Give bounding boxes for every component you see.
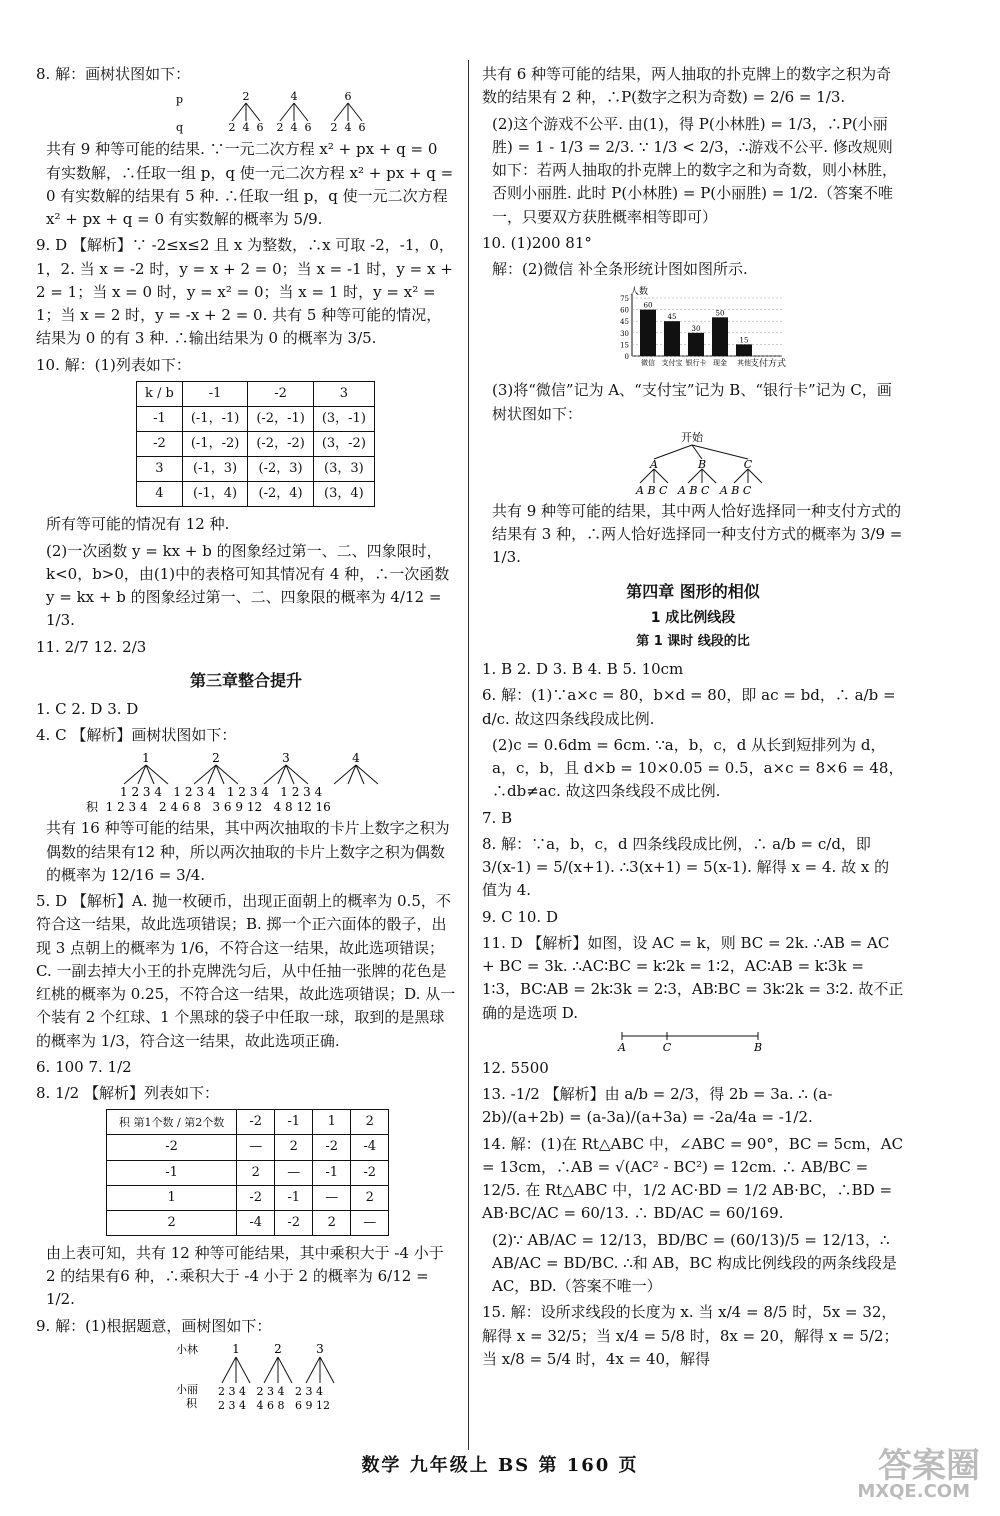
tree-node: 3 xyxy=(282,751,290,766)
y-tick-label: 75 xyxy=(620,295,629,304)
tree-node: 1 xyxy=(232,1341,240,1356)
c9-tree-leaves: 2 3 4 2 3 4 2 3 4 xyxy=(218,1384,323,1398)
seg-label-a: A xyxy=(618,1040,626,1054)
a15-text: 15. 解：设所求线段的长度为 x. 当 x/4 = 8/5 时，5x = 32，解得 x = 32/5；当 x/4 = 5/8 时，8x = 20，解得 x = 5/2；当 x/8 = 5/4 时，4x = 40，解得 xyxy=(482,1303,899,1368)
left-column xyxy=(36,60,456,1415)
c6-7: 6. 100 7. 1/2 xyxy=(36,1057,132,1076)
svg-text:4: 4 xyxy=(344,121,352,135)
a8-text: 8. 解：∵a，b，c，d 四条线段成比例，∴ a/b = c/d，即 3/(x-1) = 5/(x+1). ∴3(x+1) = 5(x-1). 解得 x = 4. 故 x 的值为 4. xyxy=(482,834,890,900)
a1-5: 1. B 2. D 3. B 4. B 5. 10cm xyxy=(482,660,684,679)
tree-start: 开始 xyxy=(681,430,703,444)
svg-text:2: 2 xyxy=(242,90,250,104)
table-cell: 2 xyxy=(107,1210,237,1235)
watermark-url: MXQE.COM xyxy=(857,1481,970,1502)
table-row xyxy=(107,1185,389,1210)
c4-tree-leaves: 1 2 3 4 1 2 3 4 1 2 3 4 1 2 3 4 xyxy=(120,785,323,800)
table-cell: k / b xyxy=(137,381,183,406)
table-cell: — xyxy=(313,1185,351,1210)
table-row xyxy=(107,1160,389,1185)
q8-text: 8. 解：画树状图如下： xyxy=(36,65,191,83)
tree-node: C xyxy=(743,457,753,471)
r10b-text: 解：(2)微信 补全条形统计图如图所示. xyxy=(492,260,748,278)
table-cell: -2 xyxy=(248,381,313,406)
bar-value-label: 50 xyxy=(715,309,725,318)
page-footer: 数学 九年级上 BS 第 160 页 xyxy=(361,1455,639,1476)
c9-tree-products: 2 3 4 4 6 8 6 9 12 xyxy=(218,1398,330,1412)
bar-value-label: 15 xyxy=(739,336,749,345)
table-cell: -2 xyxy=(107,1135,237,1160)
table-cell: -1 xyxy=(313,1160,351,1185)
c9-label-xiaoli: 小丽 xyxy=(176,1382,198,1396)
table-cell: 1 xyxy=(313,1110,351,1135)
table-cell: -2 xyxy=(137,432,183,457)
y-tick-label: 30 xyxy=(620,330,629,339)
table-cell: — xyxy=(237,1135,275,1160)
c9-text: 9. 解：(1)根据题意，画树图如下： xyxy=(36,1316,272,1335)
a9-10: 9. C 10. D xyxy=(482,907,558,926)
table-cell: (-2，-2) xyxy=(248,432,313,457)
table-cell: 4 xyxy=(137,482,183,507)
tree-node: 2 xyxy=(274,1341,282,1356)
table-cell: -1 xyxy=(182,381,247,406)
q10-table xyxy=(136,381,375,508)
table-cell: 积 第1个数 / 第2个数 xyxy=(107,1110,237,1135)
table-cell: 2 xyxy=(351,1185,389,1210)
seg-label-c: C xyxy=(662,1040,672,1054)
table-cell: 2 xyxy=(313,1210,351,1235)
table-header-row xyxy=(107,1110,389,1135)
table-cell: -2 xyxy=(237,1185,275,1210)
svg-text:6: 6 xyxy=(344,90,352,104)
a6b-text: (2)c = 0.6dm = 6cm. ∵a，b，c，d 从长到短排列为 d，a，c，b，且 d×b = 10×0.05 = 0.5，a×c = 8×6 = 48，∴db≠ac. 故这四条线段不成比例. xyxy=(492,735,904,801)
svg-text:2: 2 xyxy=(330,121,338,135)
svg-text:4: 4 xyxy=(242,121,250,135)
r10d-text: 共有 9 种等可能的结果，其中两人恰好选择同一种支付方式的结果有 3 种，∴两人恰好选择同一种支付方式的概率为 3/9 = 1/3. xyxy=(492,501,903,567)
table-cell: -1 xyxy=(275,1110,313,1135)
svg-text:6: 6 xyxy=(304,121,312,135)
table-cell: (3，-2) xyxy=(313,432,374,457)
x-tick-label: 现金 xyxy=(713,359,727,368)
table-cell: -1 xyxy=(107,1160,237,1185)
table-cell: 1 xyxy=(107,1185,237,1210)
table-cell: (-1，-2) xyxy=(182,432,247,457)
table-cell: -4 xyxy=(237,1210,275,1235)
table-cell: 3 xyxy=(313,381,374,406)
x-tick-label: 微信 xyxy=(641,359,655,368)
y-tick-label: 15 xyxy=(620,341,629,350)
c1-3: 1. C 2. D 3. D xyxy=(36,699,139,718)
table-cell: (-2，4) xyxy=(248,482,313,507)
table-row xyxy=(137,457,375,482)
c9-tree-diagram xyxy=(36,1341,456,1413)
bar xyxy=(664,321,680,356)
c5-text: 5. D 【解析】A. 抛一枚硬币，出现正面朝上的概率为 0.5，不符合这一结果，故此选项错误；B. 掷一个正六面体的骰子，出现 3 点朝上的概率为 1/6，不符合这一结果，故此选项错误；C. 一副去掉大小王的扑克牌洗匀后，从中任抽一张牌的花色是红桃的概率为 0.25，不符合这一结果，故此选项错误；D. 从一个装有 2 个红球、1 个黑球的袋子中任取一球，取到的是黑球的概率为 1/3，符合这一结果，故此选项正确. xyxy=(36,892,456,1050)
tree-leaves: A B C A B C A B C xyxy=(636,483,752,497)
table-cell: (-1，-1) xyxy=(182,406,247,431)
table-cell: -2 xyxy=(313,1135,351,1160)
lesson1-title: 第 1 课时 线段的比 xyxy=(636,633,750,649)
table-row xyxy=(137,432,375,457)
table-row xyxy=(137,406,375,431)
y-tick-label: 45 xyxy=(620,318,629,327)
table-cell: -2 xyxy=(275,1210,313,1235)
bar-value-label: 60 xyxy=(643,301,653,310)
bar-chart xyxy=(482,284,902,376)
a13-text: 13. -1/2 【解析】由 a/b = 2/3，得 2b = 3a. ∴ (a-2b)/(a+2b) = (a-3a)/(a+3a) = -2a/4a = -1/2. xyxy=(482,1085,833,1127)
bar xyxy=(688,333,704,356)
q11-12: 11. 2/7 12. 2/3 xyxy=(36,637,147,656)
table-cell: 2 xyxy=(351,1110,389,1135)
c9-label-xiaolin: 小林 xyxy=(176,1342,198,1356)
q8-tree-diagram xyxy=(36,89,456,135)
a6-text: 6. 解：(1)∵a×c = 80，b×d = 80，即 ac = bd，∴ a/b = d/c. 故这四条线段成比例. xyxy=(482,686,896,728)
a7: 7. B xyxy=(482,808,513,827)
table-cell: (-2，-1) xyxy=(248,406,313,431)
x-tick-label: 银行卡 xyxy=(685,359,707,368)
table-cell: 3 xyxy=(137,457,183,482)
table-cell: 2 xyxy=(275,1135,313,1160)
q8-tree-p-label: p xyxy=(176,93,184,107)
r10-tree-diagram xyxy=(482,429,902,497)
table-cell: -2 xyxy=(351,1160,389,1185)
x-tick-label: 支付宝 xyxy=(661,359,683,368)
chart-ylabel: 人数 xyxy=(630,287,649,298)
chapter4-title: 第四章 图形的相似 xyxy=(626,581,760,601)
tree-node: B xyxy=(697,457,707,471)
r1-text: 共有 6 种等可能的结果，两人抽取的扑克牌上的数字之积为奇数的结果有 2 种，∴P(数字之积为奇数) = 2/6 = 1/3. xyxy=(482,65,892,107)
table-cell: (-1，3) xyxy=(182,457,247,482)
section1-title: 1 成比例线段 xyxy=(650,610,736,627)
svg-text:2: 2 xyxy=(276,121,284,135)
tree-node: 1 xyxy=(142,751,150,766)
svg-text:6: 6 xyxy=(358,121,366,135)
c4-text: 4. C 【解析】画树状图如下： xyxy=(36,726,237,744)
table-cell: -4 xyxy=(351,1135,389,1160)
bar xyxy=(736,345,752,357)
y-tick-label: 60 xyxy=(620,306,629,315)
r2-text: (2)这个游戏不公平. 由(1)，得 P(小林胜) = 1/3，∴P(小丽胜) = 1 - 1/3 = 2/3. ∵ 1/3 < 2/3，∴游戏不公平. 修改规则如下：若两人抽取的扑克牌上的数字之和为奇数，则小林胜，否则小丽胜. 此时 P(小林胜) = P(小丽胜) = 1/2.（答案不唯一，只要双方获胜概率相等即可） xyxy=(492,114,898,226)
table-cell: -1 xyxy=(137,406,183,431)
segment-diagram xyxy=(482,1028,902,1054)
seg-label-b: B xyxy=(753,1040,763,1054)
a14-text: 14. 解：(1)在 Rt△ABC 中，∠ABC = 90°，BC = 5cm，AC = 13cm，∴AB = √(AC² - BC²) = 12cm. ∴ AB/BC = 12/5. 在 Rt△ABC 中，1/2 AC·BD = 1/2 AB·BC，∴BD = AB·BC/AC = 60/13. ∴ BD/AC = 60/169. xyxy=(482,1134,904,1223)
bar-value-label: 30 xyxy=(691,325,701,334)
bar-value-label: 45 xyxy=(667,313,677,322)
table-cell: (-2，3) xyxy=(248,457,313,482)
tree-node: 4 xyxy=(352,751,360,766)
svg-text:4: 4 xyxy=(290,121,298,135)
a14b-text: (2)∵ AB/AC = 12/13，BD/BC = (60/13)/5 = 12/13，∴ AB/AC = BD/BC. ∴和 AB，BC 构成比例线段的两条线段是 AC，BD.（答案不唯一） xyxy=(492,1230,897,1296)
column-divider xyxy=(468,60,469,1450)
table-cell: (3，3) xyxy=(313,457,374,482)
c8-table xyxy=(106,1109,389,1236)
chapter3-title: 第三章整合提升 xyxy=(189,670,302,690)
q10-a: 所有等可能的情况有 12 种. xyxy=(46,515,230,534)
q9-text: 9. D 【解析】∵ -2≤x≤2 且 x 为整数，∴x 可取 -2，-1，0，1，2. 当 x = -2 时，y = x + 2 = 0；当 x = -1 时，y = x + 2 = 1；当 x = 0 时，y = x² = 0；当 x = 1 时，y = x² = 1；当 x = 2 时，y = -x + 2 = 0. 共有 5 种等可能的情况，结果为 0 的有 3 种. ∴输出结果为 0 的概率为 3/5. xyxy=(36,236,454,348)
q10-text: 10. 解：(1)列表如下： xyxy=(36,355,191,374)
table-cell: (-1，4) xyxy=(182,482,247,507)
a11-text: 11. D 【解析】如图，设 AC = k，则 BC = 2k. ∴AB = AC + BC = 3k. ∴AC∶BC = k∶2k = 1∶2，AC∶AB = k∶3k = 1∶3，BC∶AB = 2k∶3k = 2∶3，AB∶BC = 3k∶2k = 3∶2. 故不正确的是选项 D. xyxy=(482,933,904,1022)
q8-answer: 共有 9 种等可能的结果. ∵一元二次方程 x² + px + q = 0 有实数解，∴任取一组 p，q 使一元二次方程 x² + px + q = 0 有实数解的结果有 5 种. ∴任取一组 p，q 使一元二次方程 x² + px + q = 0 有实数解的概率为 5/9. xyxy=(46,140,454,228)
svg-text:4: 4 xyxy=(290,90,298,104)
table-row xyxy=(107,1135,389,1160)
tree-node: 3 xyxy=(316,1341,324,1356)
c4-tree-products: 积 1 2 3 4 2 4 6 8 3 6 9 12 4 8 12 16 xyxy=(86,800,331,815)
c4-tree-diagram xyxy=(36,750,456,814)
table-cell: (3，-1) xyxy=(313,406,374,431)
x-tick-label: 其他 xyxy=(737,359,751,368)
a12: 12. 5500 xyxy=(482,1058,549,1077)
c9-label-ji: 积 xyxy=(186,1396,197,1410)
right-column xyxy=(482,60,904,1374)
r10c-text: (3)将“微信”记为 A、“支付宝”记为 B、“银行卡”记为 C，画树状图如下： xyxy=(492,381,892,423)
q8-tree-q-label: q xyxy=(176,121,184,135)
c4-answer: 共有 16 种等可能的结果，其中两次抽取的卡片上数字之积为偶数的结果有12 种，所以两次抽取的卡片上数字之积为偶数的概率为 12/16 = 3/4. xyxy=(46,819,450,884)
table-cell: -2 xyxy=(237,1110,275,1135)
table-cell: 2 xyxy=(237,1160,275,1185)
table-cell: — xyxy=(351,1210,389,1235)
table-row xyxy=(107,1210,389,1235)
c8-answer: 由上表可知，共有 12 种等可能结果，其中乘积大于 -4 小于 2 的结果有6 种，∴乘积大于 -4 小于 2 的概率为 6/12 = 1/2. xyxy=(46,1243,444,1309)
y-tick-label: 0 xyxy=(624,353,629,362)
tree-node: 2 xyxy=(212,751,220,766)
r10-text: 10. (1)200 81° xyxy=(482,233,592,252)
bar xyxy=(640,310,656,356)
svg-text:2: 2 xyxy=(228,121,236,135)
chart-xlabel: 支付方式 xyxy=(750,359,787,370)
watermark-logo: 答案圈 xyxy=(878,1446,980,1486)
table-cell: -1 xyxy=(275,1185,313,1210)
q10-b: (2)一次函数 y = kx + b 的图象经过第一、二、四象限时，k<0，b>0，由(1)中的表格可知其情况有 4 种，∴一次函数 y = kx + b 的图象经过第一、二、四象限的概率为 4/12 = 1/3. xyxy=(46,541,450,630)
table-cell: (3，4) xyxy=(313,482,374,507)
c8-text: 8. 1/2 【解析】列表如下： xyxy=(36,1084,219,1102)
table-header-row xyxy=(137,381,375,406)
bar xyxy=(712,318,728,357)
svg-text:6: 6 xyxy=(256,121,264,135)
tree-node: A xyxy=(650,457,658,471)
table-row xyxy=(137,482,375,507)
table-cell: — xyxy=(275,1160,313,1185)
